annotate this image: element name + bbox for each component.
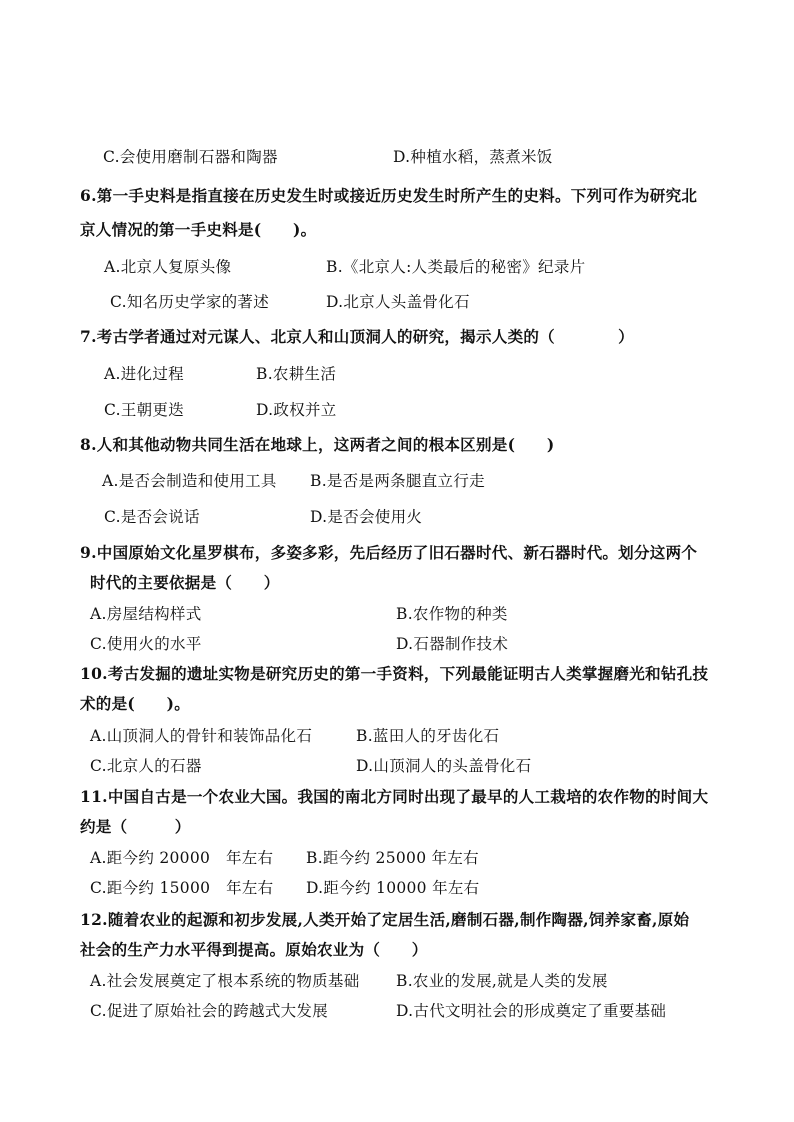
q9-option-a: A.房屋结构样式: [90, 605, 202, 623]
q12-option-b: B.农业的发展,就是人类的发展: [396, 972, 608, 990]
q12-option-c: C.促进了原始社会的跨越式大发展: [90, 1002, 329, 1020]
q11-option-b: B.距今约 25000 年左右: [306, 849, 479, 867]
q10-stem-line2: 术的是( )。: [80, 694, 191, 713]
q6-stem-line2: 京人情况的第一手史料是( )。: [80, 220, 317, 239]
q10-stem-line1: 10.考古发掘的遗址实物是研究历史的第一手资料，下列最能证明古人类掌握磨光和钻孔技: [80, 664, 709, 683]
q9-option-c: C.使用火的水平: [90, 635, 202, 653]
q12-option-a: A.社会发展奠定了根本系统的物质基础: [90, 972, 360, 990]
q11-stem-line2: 约是（ ）: [80, 817, 191, 836]
q8-option-a: A.是否会制造和使用工具: [102, 472, 277, 490]
q8-option-c: C.是否会说话: [104, 508, 200, 526]
q7-option-d: D.政权并立: [256, 401, 337, 419]
q9-option-b: B.农作物的种类: [396, 605, 508, 623]
q9-option-d: D.石器制作技术: [396, 635, 509, 653]
q6-option-c: C.知名历史学家的著述: [110, 293, 270, 311]
q12-option-d: D.古代文明社会的形成奠定了重要基础: [396, 1002, 667, 1020]
q11-option-a: A.距今约 20000 年左右: [90, 849, 274, 867]
q10-option-a: A.山顶洞人的骨针和装饰品化石: [90, 727, 313, 745]
q10-option-c: C.北京人的石器: [90, 757, 202, 775]
q6-option-a: A.北京人复原头像: [104, 258, 232, 276]
q11-stem-line1: 11.中国自古是一个农业大国。我国的南北方同时出现了最早的人工栽培的农作物的时间大: [80, 787, 709, 806]
q7-option-c: C.王朝更迭: [104, 401, 185, 419]
q11-option-d: D.距今约 10000 年左右: [306, 879, 480, 897]
q9-stem-line1: 9.中国原始文化星罗棋布，多姿多彩，先后经历了旧石器时代、新石器时代。划分这两个: [80, 543, 698, 562]
q12-stem-line1: 12.随着农业的起源和初步发展,人类开始了定居生活,磨制石器,制作陶器,饲养家畜,原始: [80, 910, 690, 929]
q7-option-b: B.农耕生活: [256, 365, 337, 383]
q5-option-d: D.种植水稻，蒸煮米饭: [393, 148, 553, 166]
q8-option-b: B.是否是两条腿直立行走: [310, 472, 485, 490]
q9-stem-line2: 时代的主要依据是（ ）: [90, 573, 280, 592]
q6-option-b: B.《北京人:人类最后的秘密》纪录片: [326, 258, 586, 276]
q12-stem-line2: 社会的生产力水平得到提高。原始农业为（ ）: [80, 940, 428, 959]
q5-option-c: C.会使用磨制石器和陶器: [103, 148, 278, 166]
q10-option-b: B.蓝田人的牙齿化石: [356, 727, 500, 745]
q7-stem: 7.考古学者通过对元谋人、北京人和山顶洞人的研究，揭示人类的（ ）: [80, 327, 634, 346]
q8-option-d: D.是否会使用火: [310, 508, 423, 526]
q11-option-c: C.距今约 15000 年左右: [90, 879, 274, 897]
q8-stem: 8.人和其他动物共同生活在地球上，这两者之间的根本区别是( ): [80, 435, 555, 454]
q6-stem-line1: 6.第一手史料是指直接在历史发生时或接近历史发生时所产生的史料。下列可作为研究北: [80, 186, 698, 205]
q7-option-a: A.进化过程: [104, 365, 184, 383]
q10-option-d: D.山顶洞人的头盖骨化石: [356, 757, 532, 775]
q6-option-d: D.北京人头盖骨化石: [326, 293, 470, 311]
